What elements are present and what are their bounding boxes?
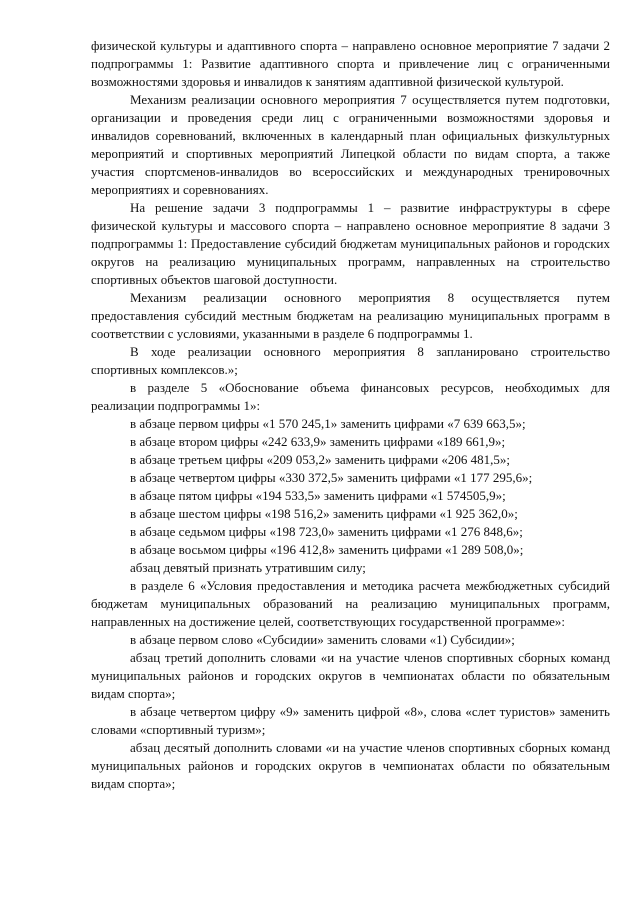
- list-item-abzac-4: в абзаце четвертом цифры «330 372,5» заменить цифрами «1 177 295,6»;: [130, 470, 533, 485]
- list-item-abzac-3: в абзаце третьем цифры «209 053,2» заменить цифрами «206 481,5»;: [130, 452, 511, 467]
- paragraph-6: в разделе 5 «Обоснование объема финансовых ресурсов, необходимых для реализации подпрограммы 1»:: [91, 380, 610, 413]
- paragraph-2: Механизм реализации основного мероприятия 7 осуществляется путем подготовки, организации и проведения среди лиц с ограниченными возможностями здоровья и инвалидов соревнований, включенных в календарный план официальных физкультурных мероприятий и спортивных мероприятий Липецкой области по видам спорта, а также участия спортсменов-инвалидов во всероссийских и международных тренировочных мероприятиях и соревнованиях.: [91, 92, 610, 197]
- list-item-abzac-6: в абзаце шестом цифры «198 516,2» заменить цифрами «1 925 362,0»;: [130, 506, 518, 521]
- paragraph-abzac-4: в абзаце четвертом цифру «9» заменить цифрой «8», слова «слет туристов» заменить словами «спортивный туризм»;: [91, 704, 610, 737]
- paragraph-subsidii: в абзаце первом слово «Субсидии» заменить словами «1) Субсидии»;: [130, 632, 515, 647]
- paragraph-1: физической культуры и адаптивного спорта – направлено основное мероприятие 7 задачи 2 подпрограммы 1: Развитие адаптивного спорта и привлечение лиц с ограниченными возможностями здоровья и инвалидов к занятиям адаптивной физической культурой.: [91, 38, 610, 89]
- paragraph-abzac-3: абзац третий дополнить словами «и на участие членов спортивных сборных команд муниципальных районов и городских округов в чемпионатах области по обязательным видам спорта»;: [91, 650, 610, 701]
- paragraph-abzac-10: абзац десятый дополнить словами «и на участие членов спортивных сборных команд муниципальных районов и городских округов в чемпионатах области по обязательным видам спорта»;: [91, 740, 610, 791]
- list-item-abzac-7: в абзаце седьмом цифры «198 723,0» заменить цифрами «1 276 848,6»;: [130, 524, 523, 539]
- document-page: [91, 37, 610, 793]
- list-item-abzac-2: в абзаце втором цифры «242 633,9» заменить цифрами «189 661,9»;: [130, 434, 506, 449]
- paragraph-section-6: в разделе 6 «Условия предоставления и методика расчета межбюджетных субсидий бюджетам муниципальных образований на реализацию муниципальных программ, направленных на достижение целей, соответствующих государственной программе»:: [91, 578, 610, 629]
- list-item-abzac-9: абзац девятый признать утратившим силу;: [130, 560, 366, 575]
- paragraph-3: На решение задачи 3 подпрограммы 1 – развитие инфраструктуры в сфере физической культуры и массового спорта – направлено основное мероприятие 8 задачи 3 подпрограммы 1: Предоставление субсидий бюджетам муниципальных районов и городских округов на реализацию муниципальных программ, направленных на строительство спортивных объектов шаговой доступности.: [91, 200, 610, 287]
- paragraph-5: В ходе реализации основного мероприятия 8 запланировано строительство спортивных комплексов.»;: [91, 344, 610, 377]
- list-item-abzac-1: в абзаце первом цифры «1 570 245,1» заменить цифрами «7 639 663,5»;: [130, 416, 526, 431]
- list-item-abzac-8: в абзаце восьмом цифры «196 412,8» заменить цифрами «1 289 508,0»;: [130, 542, 524, 557]
- list-item-abzac-5: в абзаце пятом цифры «194 533,5» заменить цифрами «1 574505,9»;: [130, 488, 506, 503]
- paragraph-4: Механизм реализации основного мероприятия 8 осуществляется путем предоставления субсидий местным бюджетам на реализацию муниципальных программ в соответствии с условиями, указанными в разделе 6 подпрограммы 1.: [91, 290, 610, 341]
